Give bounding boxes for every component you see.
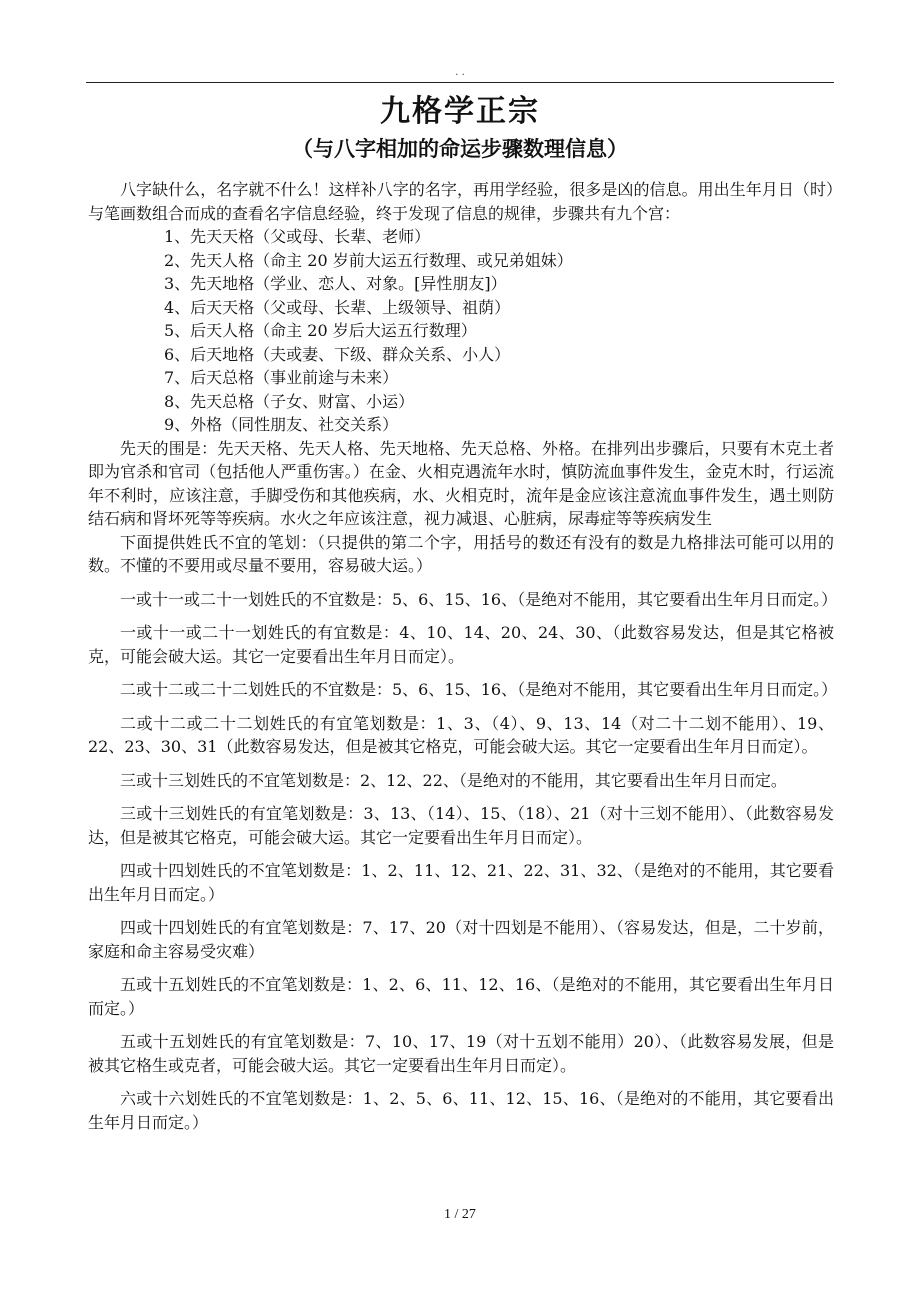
- rule-paragraph: 一或十一或二十一划姓氏的有宜数是：4、10、14、20、24、30、（此数容易发达，但是其它格被克，可能会破大运。其它一定要看出生年月日而定）。: [88, 623, 834, 666]
- list-item: 4、后天天格（父或母、长辈、上级领导、祖荫）: [164, 297, 511, 317]
- document-body: [88, 178, 838, 1144]
- page-title: 九格学正宗: [380, 94, 540, 129]
- list-item: 6、后天地格（夫或妻、下级、群众关系、小人）: [164, 344, 511, 364]
- rule-paragraph: 二或十二或二十二划姓氏的有宜笔划数是：1、3、（4）、9、13、14（对二十二划不能用）、19、22、23、30、31（此数容易发达，但是被其它格克，可能会破大运。其它一定要看出生年月日而定）。: [88, 713, 834, 756]
- rule-paragraph: 一或十一或二十一划姓氏的不宜数是：5、6、15、16、（是绝对不能用，其它要看出生年月日而定。）: [120, 589, 838, 609]
- page-subtitle: （与八字相加的命运步骤数理信息）: [292, 136, 628, 161]
- rule-paragraph: 四或十四划姓氏的不宜笔划数是：1、2、11、12、21、22、31、32、（是绝对的不能用，其它要看出生年月日而定。）: [88, 861, 834, 904]
- page-number: 1 / 27: [444, 1207, 476, 1222]
- rule-paragraph: 二或十二或二十二划姓氏的不宜数是：5、6、15、16、（是绝对不能用，其它要看出生年月日而定。）: [120, 680, 838, 699]
- intro-paragraph: 八字缺什么，名字就不什么！这样补八字的名字，再用学经验，很多是凶的信息。用出生年月日（时）与笔画数组合而成的查看名字信息经验，终于发现了信息的规律，步骤共有九个宫：: [88, 180, 834, 223]
- list-item: 7、后天总格（事业前途与未来）: [164, 368, 399, 387]
- innate-paragraph: 先天的围是：先天天格、先天人格、先天地格、先天总格、外格。在排列出步骤后，只要有木克土者即为官杀和官司（包括他人严重伤害。）在金、火相克遇流年水时，慎防流血事件发生，金克木时，行运流年不利时，应该注意，手脚受伤和其他疾病，水、火相克时，流年是金应该注意流血事件发生，遇土则防结石病和肾坏死等等疾病。水火之年应该注意，视力减退、心脏病，尿毒症等等疾病发生: [88, 438, 834, 528]
- list-item: 2、先天人格（命主 20 岁前大运五行数理、或兄弟姐妹）: [164, 250, 573, 270]
- list-item: 1、先天天格（父或母、长辈、老师）: [164, 227, 431, 246]
- rule-paragraph: 三或十三划姓氏的不宜笔划数是：2、12、22、（是绝对的不能用，其它要看出生年月日而定。: [120, 770, 787, 790]
- header-divider: [86, 82, 834, 83]
- list-item: 9、外格（同性朋友、社交关系）: [164, 415, 399, 434]
- rule-paragraph: 六或十六划姓氏的不宜笔划数是：1、2、5、6、11、12、15、16、（是绝对的不能用，其它要看出生年月日而定。）: [88, 1089, 834, 1132]
- list-item: 8、先天总格（子女、财富、小运）: [164, 391, 415, 411]
- rule-paragraph: 三或十三划姓氏的有宜笔划数是：3、13、（14）、15、（18）、21（对十三划不能用）、（此数容易发达，但是被其它格克，可能会破大运。其它一定要看出生年月日而定）。: [88, 804, 834, 847]
- surname-intro-paragraph: 下面提供姓氏不宜的笔划：（只提供的第二个字，用括号的数还有没有的数是九格排法可能可以用的数。不懂的不要用或尽量不要用，容易破大运。）: [88, 532, 834, 575]
- rule-paragraph: 五或十五划姓氏的不宜笔划数是：1、2、6、11、12、16、（是绝对的不能用，其它要看出生年月日而定。）: [88, 975, 834, 1018]
- list-item: 5、后天人格（命主 20 岁后大运五行数理）: [164, 321, 477, 340]
- surname-rules: [88, 588, 838, 1135]
- rule-paragraph: 五或十五划姓氏的有宜笔划数是：7、10、17、19（对十五划不能用）20）、（此数容易发展，但是被其它格生或克者，可能会破大运。其它一定要看出生年月日而定）。: [88, 1032, 834, 1075]
- rule-paragraph: 四或十四划姓氏的有宜笔划数是：7、17、20（对十四划是不能用）、（容易发达，但是，二十岁前，家庭和命主容易受灾难）: [88, 918, 834, 961]
- list-item: 3、先天地格（学业、恋人、对象。[异性朋友]）: [164, 274, 507, 293]
- header-marks: . .: [455, 67, 465, 78]
- palace-list: [88, 225, 834, 437]
